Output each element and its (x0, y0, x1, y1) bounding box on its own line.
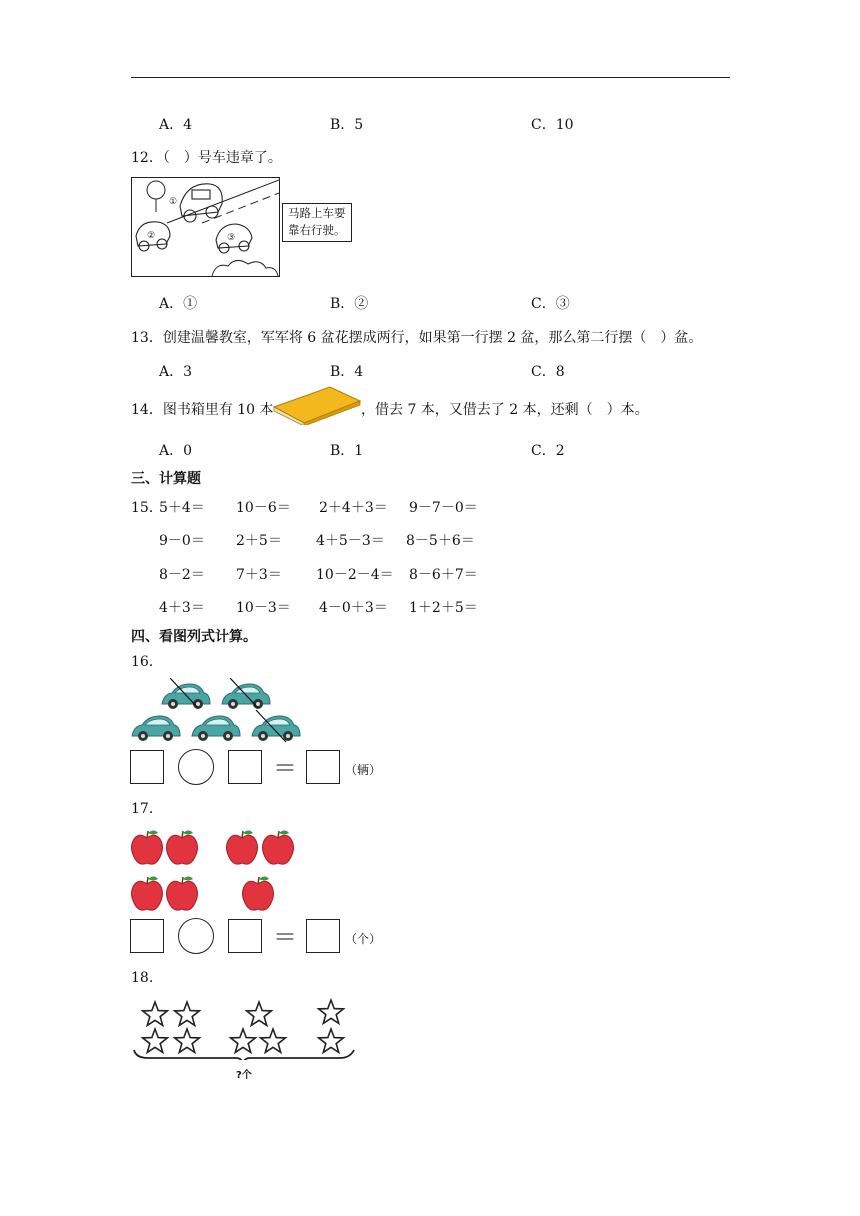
star-icon (319, 1029, 344, 1052)
q16-answer-box-2[interactable] (228, 750, 262, 784)
q12-option-a[interactable]: A．① (159, 296, 198, 312)
apples-illustration (128, 826, 300, 914)
calc-0-0: 5＋4＝ (159, 500, 205, 516)
sign-line-2: 靠右行驶。 (288, 223, 346, 237)
q13-stem: 13．创建温馨教室，军军将 6 盆花摆成两行，如果第一行摆 2 盆，那么第二行摆（ ）盆。 (131, 330, 703, 346)
apple-icon (132, 831, 163, 865)
calc-3-2: 4－0＋3＝ (319, 600, 388, 616)
star-icon (231, 1029, 256, 1052)
car-icon (192, 716, 240, 741)
calc-3-0: 4＋3＝ (159, 600, 205, 616)
brace-label: ?个 (236, 1070, 252, 1081)
apple-icon (132, 877, 163, 911)
q16-number: 16. (131, 654, 154, 670)
q13-option-a[interactable]: A．3 (159, 364, 193, 380)
calc-0-1: 10－6＝ (236, 500, 291, 516)
q16-unit: （辆） (345, 763, 382, 777)
calc-1-1: 2＋5＝ (236, 533, 282, 549)
star-icon (319, 1000, 344, 1023)
car-icon (222, 678, 270, 709)
q14-option-c[interactable]: C．2 (531, 443, 565, 459)
apple-icon (263, 831, 294, 865)
q12-option-b[interactable]: B．② (330, 296, 369, 312)
star-icon (175, 1002, 200, 1025)
calc-3-3: 1＋2＋5＝ (409, 600, 478, 616)
section-4-title: 四、看图列式计算。 (131, 629, 257, 645)
q17-result-box[interactable] (306, 919, 340, 953)
q14-option-b[interactable]: B．1 (330, 443, 364, 459)
svg-text:②: ② (147, 231, 156, 241)
calc-1-2: 4＋5－3＝ (316, 533, 385, 549)
header-rule (131, 77, 730, 78)
q11-option-a[interactable]: A．4 (159, 117, 193, 133)
q16-result-box[interactable] (306, 750, 340, 784)
car-icon (162, 678, 210, 709)
traffic-sign (282, 203, 352, 242)
calc-2-3: 8－6＋7＝ (409, 567, 478, 583)
road-scene-illustration (131, 177, 280, 277)
star-icon (143, 1002, 168, 1025)
calc-0-3: 9－7－0＝ (409, 500, 478, 516)
section-3-title: 三、计算题 (131, 471, 201, 487)
star-icon (261, 1029, 286, 1052)
star-icon (143, 1029, 168, 1052)
apple-icon (167, 831, 198, 865)
q12-stem: 12．（ ）号车违章了。 (131, 150, 282, 166)
brace (134, 1050, 354, 1060)
q13-option-c[interactable]: C．8 (531, 364, 565, 380)
q11-option-b[interactable]: B．5 (330, 117, 364, 133)
q14-stem-after: ，借去 7 本，又借去了 2 本，还剩（ ）本。 (361, 402, 649, 418)
q14-stem-before: 14．图书箱里有 10 本 (131, 402, 274, 418)
svg-text:①: ① (169, 197, 178, 207)
q16-operator-circle[interactable] (178, 749, 214, 785)
q13-option-b[interactable]: B．4 (330, 364, 364, 380)
car-icon (252, 710, 300, 742)
book-icon (272, 385, 362, 425)
q18-number: 18. (131, 970, 154, 986)
q16-answer-box-1[interactable] (130, 750, 164, 784)
cars-illustration (128, 678, 308, 746)
q17-number: 17. (131, 801, 154, 817)
apple-icon (227, 831, 258, 865)
q14-option-a[interactable]: A．0 (159, 443, 193, 459)
apple-icon (243, 877, 274, 911)
q12-option-c[interactable]: C．③ (531, 296, 570, 312)
stars-illustration (130, 996, 360, 1060)
q16-equals: ＝ (273, 754, 297, 782)
calc-2-1: 7＋3＝ (236, 567, 282, 583)
q15-number: 15． (131, 500, 163, 516)
q17-answer-box-1[interactable] (130, 919, 164, 953)
calc-1-3: 8－5＋6＝ (406, 533, 475, 549)
q17-equals: ＝ (273, 923, 297, 951)
calc-0-2: 2＋4＋3＝ (319, 500, 388, 516)
star-icon (247, 1002, 272, 1025)
q17-answer-box-2[interactable] (228, 919, 262, 953)
star-icon (175, 1029, 200, 1052)
calc-3-1: 10－3＝ (236, 600, 291, 616)
q11-option-c[interactable]: C．10 (531, 117, 574, 133)
q17-unit: （个） (345, 932, 382, 946)
sign-line-1: 马路上车要 (288, 206, 346, 220)
car-icon (132, 716, 180, 741)
q17-operator-circle[interactable] (178, 918, 214, 954)
calc-1-0: 9－0＝ (159, 533, 205, 549)
svg-text:③: ③ (227, 233, 236, 243)
calc-2-2: 10－2－4＝ (316, 567, 394, 583)
apple-icon (167, 877, 198, 911)
calc-2-0: 8－2＝ (159, 567, 205, 583)
